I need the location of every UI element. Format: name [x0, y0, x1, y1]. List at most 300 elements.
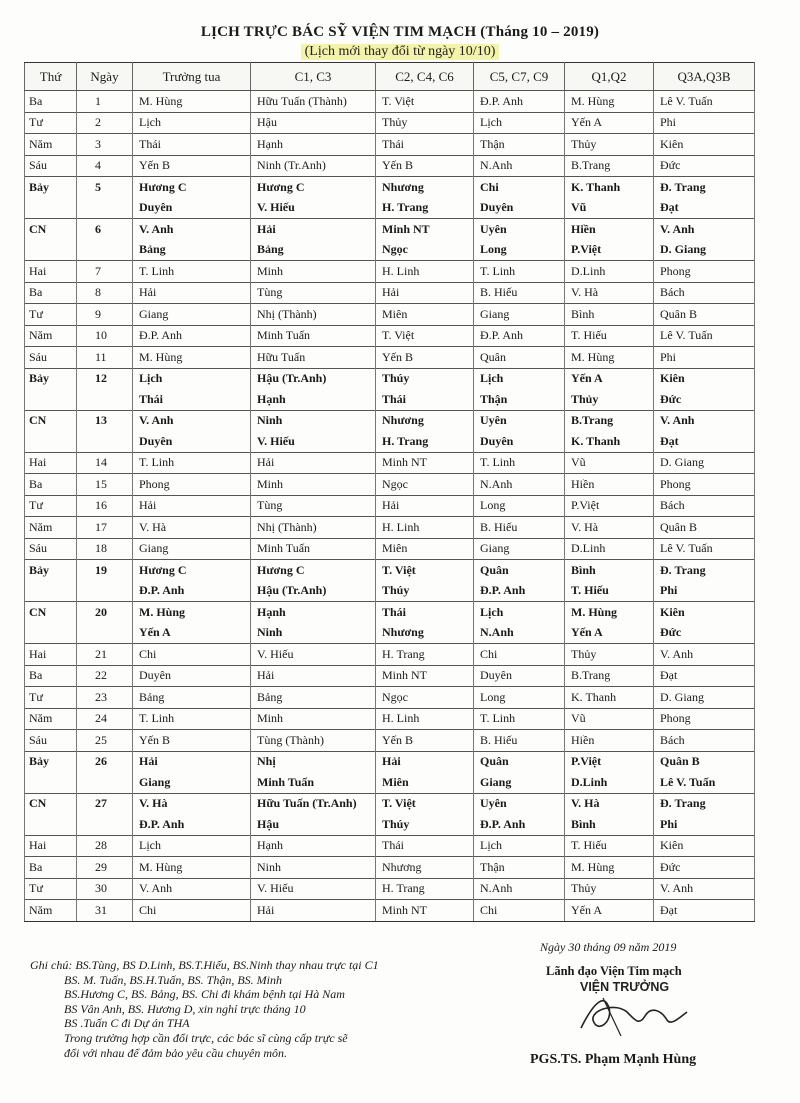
table-row [25, 282, 755, 304]
cell-c5-c7-c9: Lịch [474, 602, 565, 623]
cell-c5-c7-c9: Đ.P. Anh [474, 581, 565, 602]
table-row [25, 644, 755, 666]
cell-c2-c4-c6: Minh NT [376, 452, 474, 474]
cell-q1-q2: Thủy [565, 134, 654, 156]
cell-c5-c7-c9: Lịch [474, 112, 565, 134]
table-row [25, 751, 755, 772]
cell-q3a-q3b: Lê V. Tuấn [654, 538, 755, 560]
cell-c1-c3: Hạnh [251, 602, 376, 623]
cell-thu: Bảy [25, 368, 77, 389]
cell-truong-tua: T. Linh [133, 708, 251, 730]
cell-c2-c4-c6: Ngọc [376, 240, 474, 261]
table-row [25, 155, 755, 177]
cell-c2-c4-c6: H. Trang [376, 431, 474, 452]
cell-q3a-q3b: Đức [654, 857, 755, 879]
cell-c1-c3: Hải [251, 219, 376, 240]
cell-q1-q2: Bình [565, 304, 654, 326]
table-row [25, 538, 755, 560]
cell-thu: Ba [25, 857, 77, 879]
cell-q3a-q3b: Phi [654, 112, 755, 134]
table-row [25, 112, 755, 134]
cell-truong-tua: M. Hùng [133, 857, 251, 879]
cell-q3a-q3b: Kiên [654, 368, 755, 389]
cell-q3a-q3b: Kiên [654, 602, 755, 623]
cell-ngay: 26 [77, 751, 133, 772]
cell-thu [25, 431, 77, 452]
cell-c5-c7-c9: Đ.P. Anh [474, 91, 565, 113]
schedule-body [25, 91, 755, 922]
cell-c1-c3: Tùng (Thành) [251, 730, 376, 752]
cell-q3a-q3b: V. Anh [654, 644, 755, 666]
cell-q1-q2: T. Hiếu [565, 325, 654, 347]
signature-block [520, 940, 780, 1067]
cell-q3a-q3b: Kiên [654, 134, 755, 156]
table-row [25, 560, 755, 581]
header-q3a-q3b: Q3A,Q3B [654, 63, 755, 91]
cell-c2-c4-c6: Minh NT [376, 219, 474, 240]
cell-thu: CN [25, 410, 77, 431]
cell-c5-c7-c9: Quân [474, 347, 565, 369]
cell-c1-c3: Minh Tuấn [251, 325, 376, 347]
cell-ngay: 4 [77, 155, 133, 177]
cell-q1-q2: Vũ [565, 708, 654, 730]
cell-ngay [77, 814, 133, 835]
cell-thu [25, 581, 77, 602]
cell-c1-c3: V. Hiếu [251, 878, 376, 900]
cell-q3a-q3b: D. Giang [654, 240, 755, 261]
cell-ngay [77, 772, 133, 793]
cell-c1-c3: Hải [251, 900, 376, 922]
cell-c1-c3: Minh [251, 474, 376, 496]
cell-q3a-q3b: Bách [654, 730, 755, 752]
table-row [25, 389, 755, 410]
cell-q3a-q3b: Đ. Trang [654, 793, 755, 814]
cell-thu [25, 240, 77, 261]
table-row [25, 835, 755, 857]
cell-q3a-q3b: Quân B [654, 751, 755, 772]
cell-truong-tua: Duyên [133, 665, 251, 687]
cell-q1-q2: V. Hà [565, 793, 654, 814]
cell-c2-c4-c6: Thủy [376, 112, 474, 134]
cell-c2-c4-c6: Miên [376, 772, 474, 793]
cell-ngay: 7 [77, 261, 133, 283]
cell-ngay: 13 [77, 410, 133, 431]
cell-q3a-q3b: Đức [654, 389, 755, 410]
table-row [25, 602, 755, 623]
cell-ngay: 6 [77, 219, 133, 240]
cell-c5-c7-c9: Quân [474, 751, 565, 772]
cell-ngay: 11 [77, 347, 133, 369]
cell-c5-c7-c9: Đ.P. Anh [474, 814, 565, 835]
note-line: BS. M. Tuấn, BS.H.Tuấn, BS. Thận, BS. Minh [64, 972, 283, 987]
cell-ngay [77, 623, 133, 644]
cell-thu: Tư [25, 687, 77, 709]
cell-ngay: 25 [77, 730, 133, 752]
cell-q3a-q3b: Lê V. Tuấn [654, 91, 755, 113]
cell-truong-tua: Yến A [133, 623, 251, 644]
cell-c2-c4-c6: Thúy [376, 581, 474, 602]
cell-truong-tua: V. Anh [133, 410, 251, 431]
cell-thu [25, 623, 77, 644]
cell-truong-tua: Hải [133, 282, 251, 304]
cell-ngay [77, 431, 133, 452]
cell-c5-c7-c9: Quân [474, 560, 565, 581]
cell-c2-c4-c6: Thái [376, 835, 474, 857]
cell-c5-c7-c9: T. Linh [474, 708, 565, 730]
cell-truong-tua: Giang [133, 304, 251, 326]
cell-q3a-q3b: Phong [654, 708, 755, 730]
cell-c2-c4-c6: Nhương [376, 410, 474, 431]
cell-ngay: 1 [77, 91, 133, 113]
table-header-row [25, 63, 755, 91]
cell-c1-c3: Ninh [251, 857, 376, 879]
cell-q1-q2: T. Hiếu [565, 835, 654, 857]
cell-c5-c7-c9: Chi [474, 644, 565, 666]
cell-q3a-q3b: Phi [654, 581, 755, 602]
cell-c5-c7-c9: Uyên [474, 410, 565, 431]
cell-truong-tua: Bảng [133, 240, 251, 261]
cell-truong-tua: Lịch [133, 112, 251, 134]
cell-q1-q2: Bình [565, 560, 654, 581]
cell-thu: Tư [25, 304, 77, 326]
cell-truong-tua: V. Hà [133, 793, 251, 814]
cell-q3a-q3b: Đạt [654, 198, 755, 219]
table-row [25, 474, 755, 496]
cell-truong-tua: Hương C [133, 560, 251, 581]
table-row [25, 878, 755, 900]
cell-c5-c7-c9: Giang [474, 304, 565, 326]
cell-c2-c4-c6: Miên [376, 304, 474, 326]
cell-q3a-q3b: Đ. Trang [654, 560, 755, 581]
cell-c2-c4-c6: Miên [376, 538, 474, 560]
cell-ngay: 8 [77, 282, 133, 304]
cell-truong-tua: Đ.P. Anh [133, 325, 251, 347]
cell-c2-c4-c6: H. Trang [376, 198, 474, 219]
cell-ngay: 10 [77, 325, 133, 347]
cell-q1-q2: M. Hùng [565, 347, 654, 369]
cell-q3a-q3b: Đạt [654, 665, 755, 687]
signature-date: Ngày 30 tháng 09 năm 2019 [540, 940, 677, 954]
cell-thu: Tư [25, 495, 77, 517]
cell-thu: Năm [25, 708, 77, 730]
cell-truong-tua: Hương C [133, 177, 251, 198]
cell-thu: Hai [25, 644, 77, 666]
cell-c5-c7-c9: Duyên [474, 431, 565, 452]
cell-ngay: 30 [77, 878, 133, 900]
cell-truong-tua: Giang [133, 538, 251, 560]
cell-ngay: 17 [77, 517, 133, 539]
cell-q3a-q3b: Phi [654, 347, 755, 369]
cell-c1-c3: Minh Tuấn [251, 772, 376, 793]
cell-q1-q2: Thủy [565, 644, 654, 666]
table-row [25, 325, 755, 347]
cell-truong-tua: Chi [133, 900, 251, 922]
notes-block [30, 958, 504, 1060]
cell-q1-q2: D.Linh [565, 261, 654, 283]
cell-q3a-q3b: Kiên [654, 835, 755, 857]
cell-ngay: 3 [77, 134, 133, 156]
cell-c1-c3: Hương C [251, 560, 376, 581]
cell-q1-q2: Yến A [565, 112, 654, 134]
cell-q3a-q3b: D. Giang [654, 687, 755, 709]
cell-thu: Ba [25, 282, 77, 304]
cell-c1-c3: Minh [251, 261, 376, 283]
cell-c5-c7-c9: Đ.P. Anh [474, 325, 565, 347]
signature-role: Lãnh đạo Viện Tim mạch [546, 964, 682, 978]
cell-q3a-q3b: Quân B [654, 517, 755, 539]
cell-thu [25, 814, 77, 835]
cell-c1-c3: Hữu Tuấn [251, 347, 376, 369]
cell-truong-tua: Thái [133, 389, 251, 410]
page-subtitle: (Lịch mới thay đổi từ ngày 10/10) [301, 44, 500, 60]
table-row [25, 814, 755, 835]
cell-q1-q2: M. Hùng [565, 602, 654, 623]
note-line: Ghi chú: BS.Tùng, BS D.Linh, BS.T.Hiếu, BS.Ninh thay nhau trực tại C1 [30, 958, 379, 972]
cell-c5-c7-c9: Thận [474, 389, 565, 410]
cell-truong-tua: M. Hùng [133, 602, 251, 623]
cell-c2-c4-c6: Thái [376, 389, 474, 410]
cell-c5-c7-c9: T. Linh [474, 261, 565, 283]
cell-q1-q2: Thủy [565, 878, 654, 900]
cell-c1-c3: Hậu (Tr.Anh) [251, 368, 376, 389]
cell-ngay: 24 [77, 708, 133, 730]
cell-q1-q2: Yến A [565, 368, 654, 389]
cell-q3a-q3b: Đạt [654, 900, 755, 922]
table-row [25, 772, 755, 793]
table-row [25, 900, 755, 922]
cell-truong-tua: V. Hà [133, 517, 251, 539]
cell-ngay: 2 [77, 112, 133, 134]
cell-ngay [77, 198, 133, 219]
cell-q1-q2: Thủy [565, 389, 654, 410]
cell-q1-q2: T. Hiếu [565, 581, 654, 602]
cell-thu: Sáu [25, 538, 77, 560]
cell-c5-c7-c9: Chi [474, 177, 565, 198]
note-line: BS Vân Anh, BS. Hương D, xin nghỉ trực tháng 10 [64, 1001, 306, 1016]
cell-c2-c4-c6: T. Việt [376, 560, 474, 581]
cell-c2-c4-c6: Thái [376, 134, 474, 156]
cell-c1-c3: Nhị [251, 751, 376, 772]
cell-thu: Bảy [25, 560, 77, 581]
cell-q1-q2: V. Hà [565, 517, 654, 539]
table-row [25, 623, 755, 644]
cell-c1-c3: Hậu [251, 112, 376, 134]
cell-c2-c4-c6: Ngọc [376, 687, 474, 709]
cell-c5-c7-c9: B. Hiếu [474, 282, 565, 304]
cell-truong-tua: Hải [133, 495, 251, 517]
cell-ngay: 19 [77, 560, 133, 581]
cell-thu: Bảy [25, 177, 77, 198]
cell-c2-c4-c6: Yến B [376, 730, 474, 752]
note-line: BS .Tuấn C đi Dự án THA [64, 1016, 190, 1031]
cell-truong-tua: Bảng [133, 687, 251, 709]
note-line: Trong trường hợp cần đổi trực, các bác sĩ cùng cấp trực sẽ [64, 1030, 348, 1045]
cell-q3a-q3b: Lê V. Tuấn [654, 325, 755, 347]
cell-c1-c3: Hương C [251, 177, 376, 198]
cell-c2-c4-c6: Nhương [376, 623, 474, 644]
cell-truong-tua: Hải [133, 751, 251, 772]
table-row [25, 91, 755, 113]
cell-c2-c4-c6: T. Việt [376, 325, 474, 347]
cell-c2-c4-c6: H. Trang [376, 878, 474, 900]
cell-q1-q2: Hiền [565, 730, 654, 752]
table-row [25, 219, 755, 240]
cell-c5-c7-c9: Giang [474, 772, 565, 793]
cell-q3a-q3b: Phong [654, 261, 755, 283]
cell-thu [25, 389, 77, 410]
cell-c1-c3: Ninh [251, 623, 376, 644]
cell-c5-c7-c9: Thận [474, 134, 565, 156]
header-q1-q2: Q1,Q2 [565, 63, 654, 91]
cell-q1-q2: D.Linh [565, 538, 654, 560]
cell-q3a-q3b: Đức [654, 623, 755, 644]
cell-c2-c4-c6: T. Việt [376, 91, 474, 113]
cell-ngay: 14 [77, 452, 133, 474]
cell-thu: Hai [25, 835, 77, 857]
cell-thu: Hai [25, 452, 77, 474]
cell-c2-c4-c6: H. Linh [376, 517, 474, 539]
table-row [25, 517, 755, 539]
cell-truong-tua: Chi [133, 644, 251, 666]
cell-ngay: 5 [77, 177, 133, 198]
cell-c2-c4-c6: Minh NT [376, 900, 474, 922]
table-row [25, 177, 755, 198]
cell-thu [25, 198, 77, 219]
table-row [25, 793, 755, 814]
cell-truong-tua: V. Anh [133, 219, 251, 240]
cell-c1-c3: Hải [251, 665, 376, 687]
cell-truong-tua: Duyên [133, 198, 251, 219]
cell-ngay: 29 [77, 857, 133, 879]
cell-c2-c4-c6: Hải [376, 751, 474, 772]
cell-c5-c7-c9: Lịch [474, 835, 565, 857]
cell-truong-tua: Đ.P. Anh [133, 814, 251, 835]
table-row [25, 240, 755, 261]
cell-c1-c3: Minh Tuấn [251, 538, 376, 560]
schedule-table [24, 62, 755, 922]
cell-c5-c7-c9: Duyên [474, 665, 565, 687]
cell-q1-q2: Yến A [565, 623, 654, 644]
cell-ngay: 12 [77, 368, 133, 389]
cell-truong-tua: Đ.P. Anh [133, 581, 251, 602]
cell-c1-c3: Hạnh [251, 389, 376, 410]
cell-c5-c7-c9: Long [474, 687, 565, 709]
cell-c5-c7-c9: Giang [474, 538, 565, 560]
cell-q3a-q3b: Bách [654, 495, 755, 517]
cell-c1-c3: Tùng [251, 495, 376, 517]
cell-c5-c7-c9: B. Hiếu [474, 730, 565, 752]
cell-c1-c3: Hậu [251, 814, 376, 835]
cell-c1-c3: Bảng [251, 687, 376, 709]
cell-q3a-q3b: Lê V. Tuấn [654, 772, 755, 793]
cell-q1-q2: Vũ [565, 198, 654, 219]
cell-q1-q2: D.Linh [565, 772, 654, 793]
cell-c2-c4-c6: Yến B [376, 347, 474, 369]
cell-ngay: 27 [77, 793, 133, 814]
header-c1-c3: C1, C3 [251, 63, 376, 91]
cell-q1-q2: Hiền [565, 219, 654, 240]
cell-ngay: 9 [77, 304, 133, 326]
cell-ngay: 18 [77, 538, 133, 560]
cell-thu: Hai [25, 261, 77, 283]
cell-truong-tua: M. Hùng [133, 91, 251, 113]
cell-c2-c4-c6: Minh NT [376, 665, 474, 687]
cell-c5-c7-c9: Duyên [474, 198, 565, 219]
table-row [25, 665, 755, 687]
cell-ngay: 16 [77, 495, 133, 517]
cell-c5-c7-c9: B. Hiếu [474, 517, 565, 539]
cell-c1-c3: Bảng [251, 240, 376, 261]
cell-q3a-q3b: Quân B [654, 304, 755, 326]
handwritten-signature [575, 990, 695, 1040]
cell-thu: Năm [25, 900, 77, 922]
table-row [25, 198, 755, 219]
cell-ngay: 28 [77, 835, 133, 857]
header-c2-c4-c6: C2, C4, C6 [376, 63, 474, 91]
table-row [25, 368, 755, 389]
cell-thu: Tư [25, 112, 77, 134]
cell-c2-c4-c6: H. Linh [376, 708, 474, 730]
cell-c5-c7-c9: Chi [474, 900, 565, 922]
cell-c1-c3: Hạnh [251, 134, 376, 156]
cell-c2-c4-c6: Hải [376, 282, 474, 304]
signature-stamp-title: VIỆN TRƯỞNG [580, 980, 670, 994]
cell-ngay: 31 [77, 900, 133, 922]
cell-q1-q2: P.Việt [565, 751, 654, 772]
cell-ngay [77, 581, 133, 602]
cell-truong-tua: T. Linh [133, 261, 251, 283]
cell-thu: Ba [25, 665, 77, 687]
cell-c2-c4-c6: Thúy [376, 814, 474, 835]
cell-q3a-q3b: D. Giang [654, 452, 755, 474]
cell-ngay [77, 240, 133, 261]
cell-thu [25, 772, 77, 793]
cell-c2-c4-c6: T. Việt [376, 793, 474, 814]
cell-ngay: 22 [77, 665, 133, 687]
cell-c2-c4-c6: Yến B [376, 155, 474, 177]
header-truong-tua: Trưởng tua [133, 63, 251, 91]
cell-thu: CN [25, 602, 77, 623]
table-row [25, 730, 755, 752]
cell-c1-c3: Hậu (Tr.Anh) [251, 581, 376, 602]
cell-q3a-q3b: V. Anh [654, 219, 755, 240]
cell-q3a-q3b: Đức [654, 155, 755, 177]
cell-ngay: 15 [77, 474, 133, 496]
cell-q1-q2: K. Thanh [565, 177, 654, 198]
cell-c1-c3: Hải [251, 452, 376, 474]
cell-c5-c7-c9: Uyên [474, 793, 565, 814]
table-row [25, 410, 755, 431]
cell-ngay: 23 [77, 687, 133, 709]
cell-thu: Bảy [25, 751, 77, 772]
cell-c5-c7-c9: Long [474, 240, 565, 261]
cell-c1-c3: V. Hiếu [251, 431, 376, 452]
cell-thu: Sáu [25, 730, 77, 752]
cell-q1-q2: K. Thanh [565, 687, 654, 709]
cell-q3a-q3b: Đ. Trang [654, 177, 755, 198]
cell-thu: CN [25, 793, 77, 814]
table-row [25, 347, 755, 369]
cell-c1-c3: Nhị (Thành) [251, 517, 376, 539]
cell-c2-c4-c6: Thái [376, 602, 474, 623]
cell-c1-c3: Nhị (Thành) [251, 304, 376, 326]
cell-thu: Ba [25, 474, 77, 496]
cell-c2-c4-c6: Nhương [376, 177, 474, 198]
table-row [25, 495, 755, 517]
cell-truong-tua: Lịch [133, 835, 251, 857]
table-row [25, 857, 755, 879]
cell-truong-tua: Yến B [133, 155, 251, 177]
